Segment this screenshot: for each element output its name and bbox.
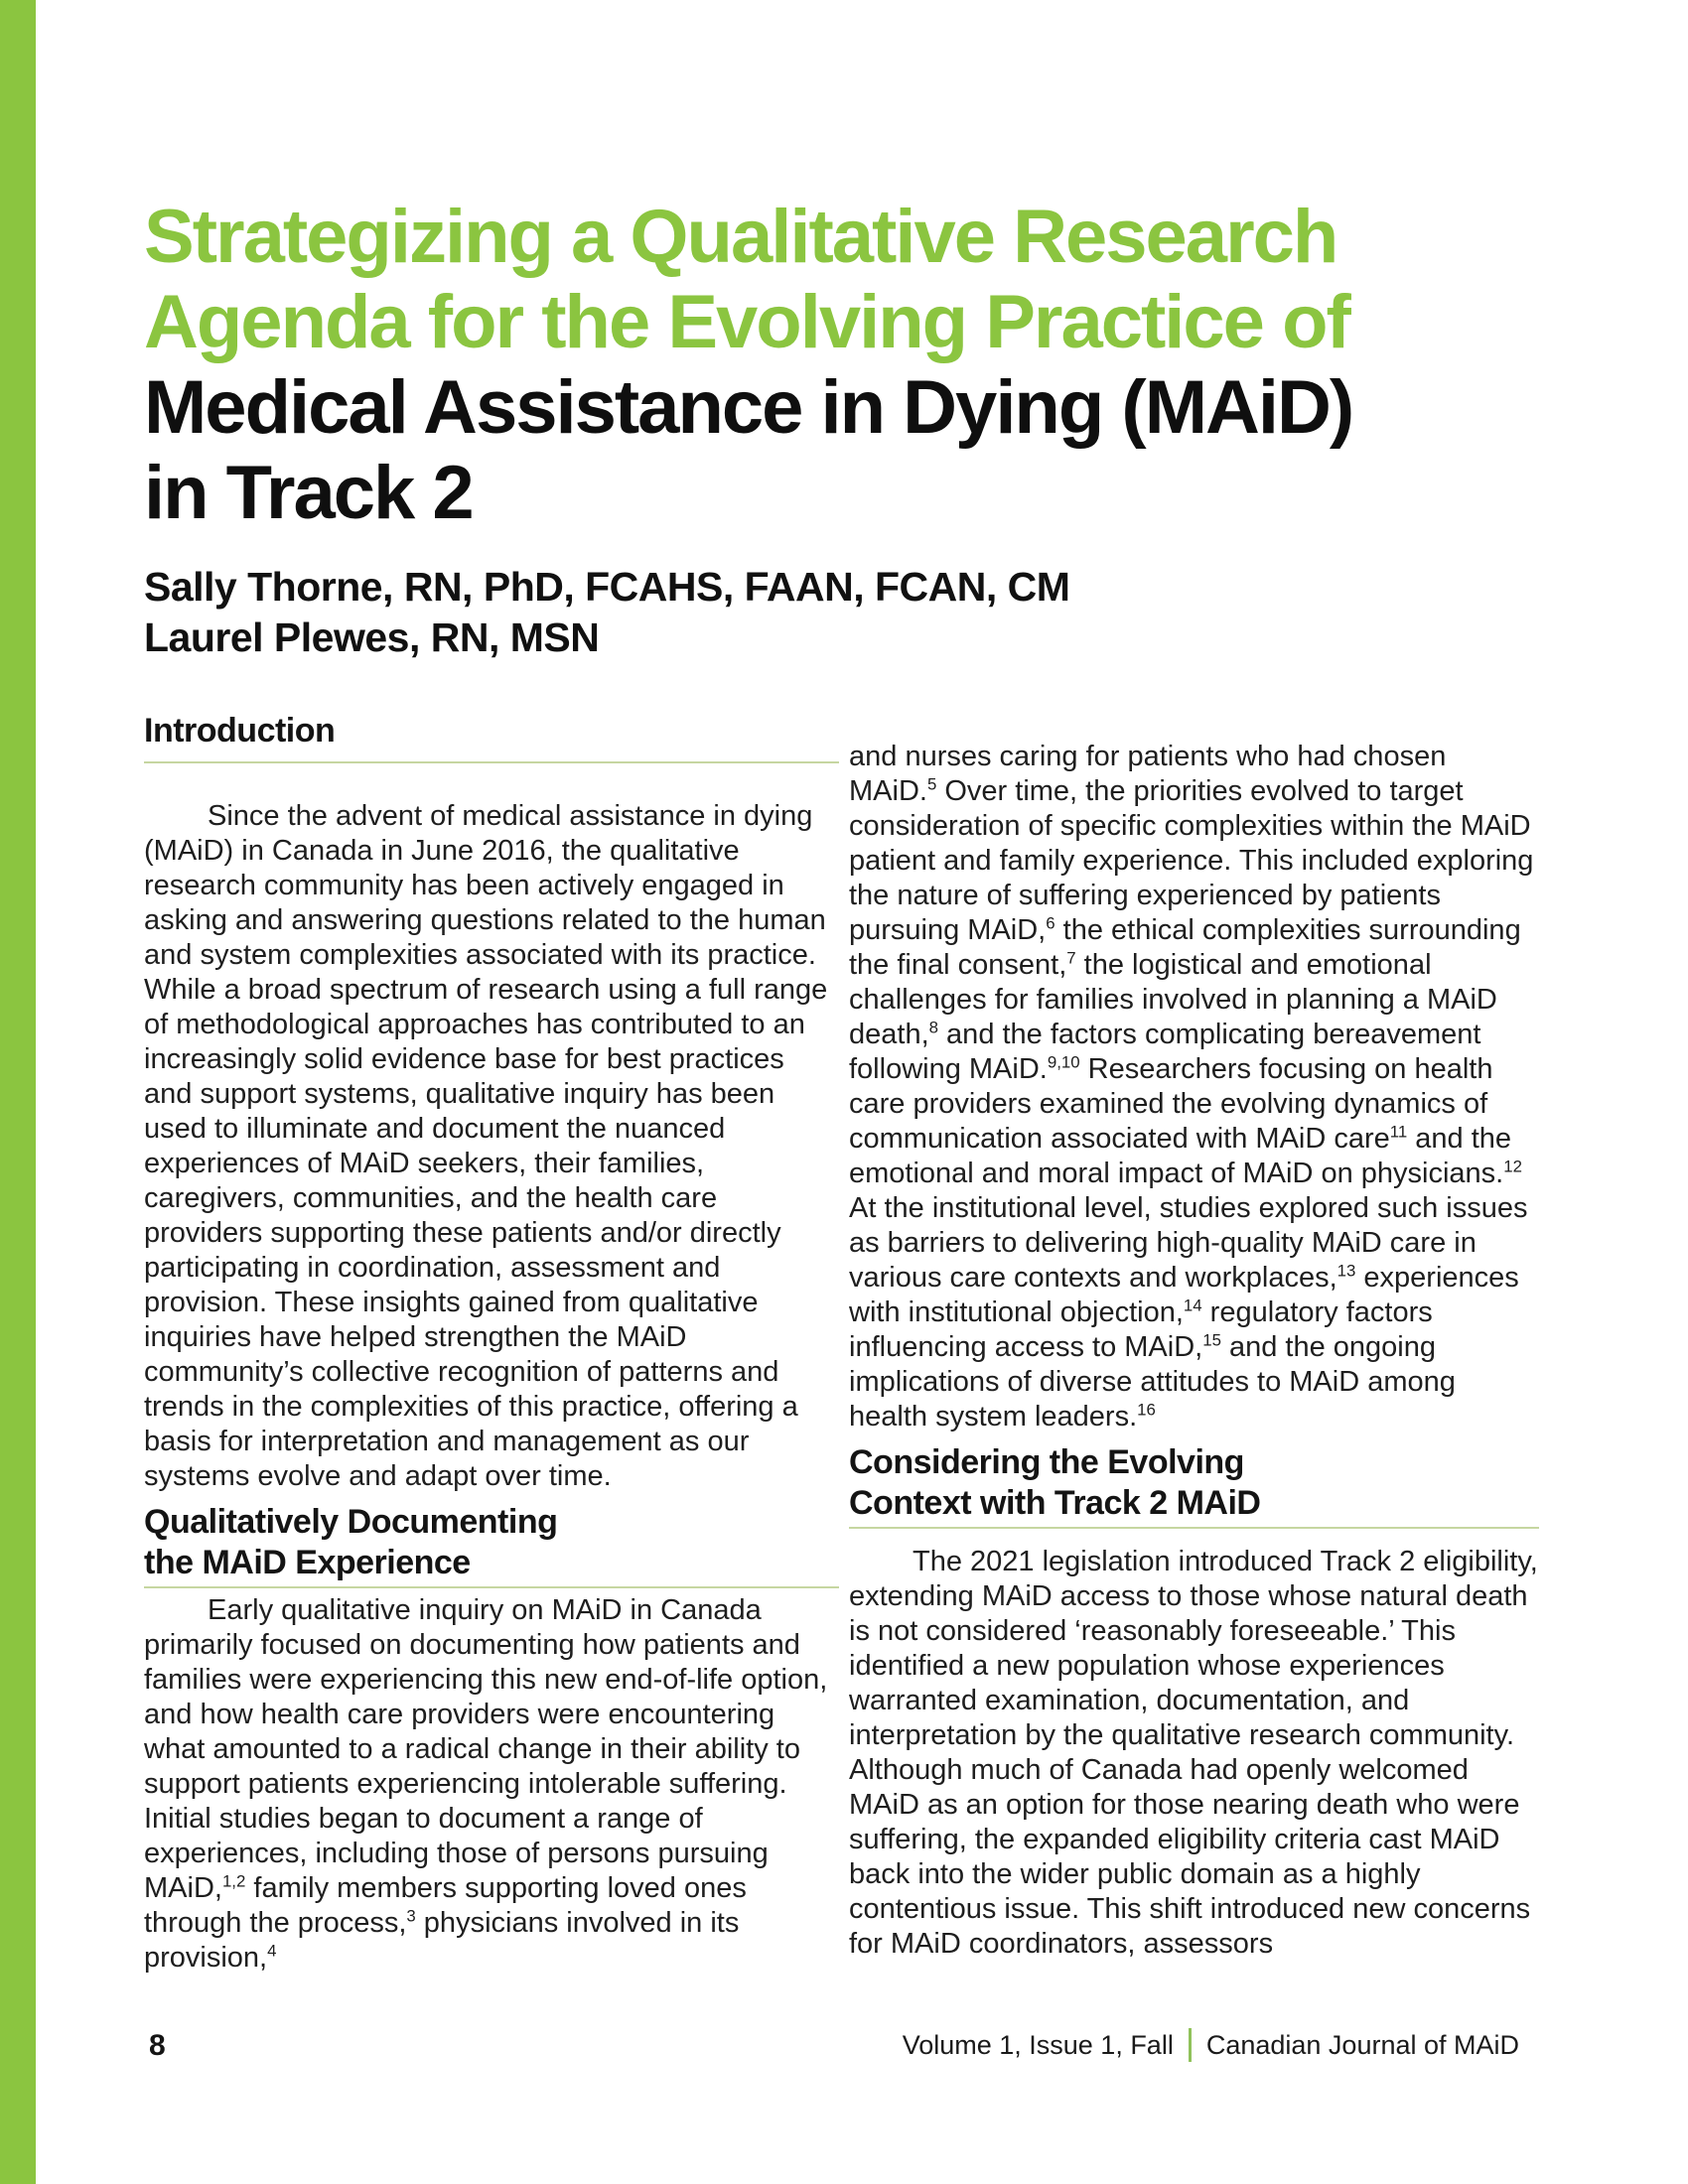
section-heading-line1: Qualitatively Documenting (144, 1503, 558, 1541)
section-heading-line2: Context with Track 2 MAiD (849, 1484, 1261, 1522)
footer-issue-info: Volume 1, Issue 1, Fall (902, 2030, 1174, 2060)
page-edge-accent-bar (0, 0, 36, 2184)
footer-journal-info (903, 2027, 1519, 2063)
section-heading-line2: the MAiD Experience (144, 1544, 471, 1581)
paragraph-early-inquiry: Early qualitative inquiry on MAiD in Canada primarily focused on documenting how patients and families were experiencing this new end-of-life option, and how health care providers were encountering what amounted to a radical change in their ability to support patients experiencing intolerable suffering. Initial studies began to document a range of experiences, including those of persons pursuing MAiD,$^{1,2}$ family members supporting loved ones through the process,$^3$ physicians involved in its provision,$^4$ (144, 1594, 828, 1974)
article-title (144, 195, 1614, 536)
right-column (849, 707, 1539, 1962)
section-heading-introduction: Introduction (144, 711, 839, 763)
article-title-line3: Medical Assistance in Dying (MAiD) (144, 365, 1353, 450)
section-heading-considering-evolving (849, 1442, 1539, 1529)
paragraph-track2-context: The 2021 legislation introduced Track 2 eligibility, extending MAiD access to those whose natural death is not considered ‘reasonably foreseeable.’ This identified a new population whose experiences warranted examination, documentation, and interpretation by the qualitative research community. Although much of Canada had openly welcomed MAiD as an option for those nearing death who were suffering, the expanded eligibility criteria cast MAiD back into the wider public domain as a highly contentious issue. This shift introduced new concerns for MAiD coordinators, assessors (849, 1546, 1538, 1960)
author-name-2: Laurel Plewes, RN, MSN (144, 614, 600, 660)
author-list (144, 562, 1534, 663)
footer-journal-name: Canadian Journal of MAiD (1205, 2030, 1519, 2060)
article-title-line4: in Track 2 (144, 451, 473, 535)
section-heading-line1: Considering the Evolving (849, 1443, 1244, 1481)
footer-separator-bar (1189, 2028, 1192, 2062)
author-name-1: Sally Thorne, RN, PhD, FCAHS, FAAN, FCAN, CM (144, 564, 1070, 610)
paragraph-introduction: Since the advent of medical assistance in dying (MAiD) in Canada in June 2016, the qualitative research community has been actively engaged in asking and answering questions related to the human and system complexities associated with its practice. While a broad spectrum of research using a full range of methodological approaches has contributed to an increasingly solid evidence base for best practices and support systems, qualitative inquiry has been used to illuminate and document the nuanced experiences of MAiD seekers, their families, caregivers, communities, and the health care providers supporting these patients and/or directly participating in coordination, assessment and provision. These insights gained from qualitative inquiries have helped strengthen the MAiD community’s collective recognition of patterns and trends in the complexities of this practice, offering a basis for interpretation and management as our systems evolve and adapt over time. (144, 800, 828, 1492)
paragraph-continuation: and nurses caring for patients who had chosen MAiD.$^5$ Over time, the priorities evolved to target consideration of specific complexities within the MAiD patient and family experience. This included exploring the nature of suffering experienced by patients pursuing MAiD,$^6$ the ethical complexities surrounding the final consent,$^7$ the logistical and emotional challenges for families involved in planning a MAiD death,$^8$ and the factors complicating bereavement following MAiD.$^{9,10}$ Researchers focusing on health care providers examined the evolving dynamics of communication associated with MAiD care$^{11}$ and the emotional and moral impact of MAiD on physicians.$^{12}$ At the institutional level, studies explored such issues as barriers to delivering high-quality MAiD care in various care contexts and workplaces,$^{13}$ experiences with institutional objection,$^{14}$ regulatory factors influencing access to MAiD,$^{15}$ and the ongoing implications of diverse attitudes to MAiD among health system leaders.$^{16}$ (849, 741, 1534, 1433)
article-title-line1: Strategizing a Qualitative Research (144, 195, 1337, 279)
article-title-line2: Agenda for the Evolving Practice of (144, 280, 1349, 364)
left-column (144, 707, 839, 1976)
page-number: 8 (149, 2029, 166, 2062)
section-heading-qualitatively-documenting (144, 1502, 839, 1588)
